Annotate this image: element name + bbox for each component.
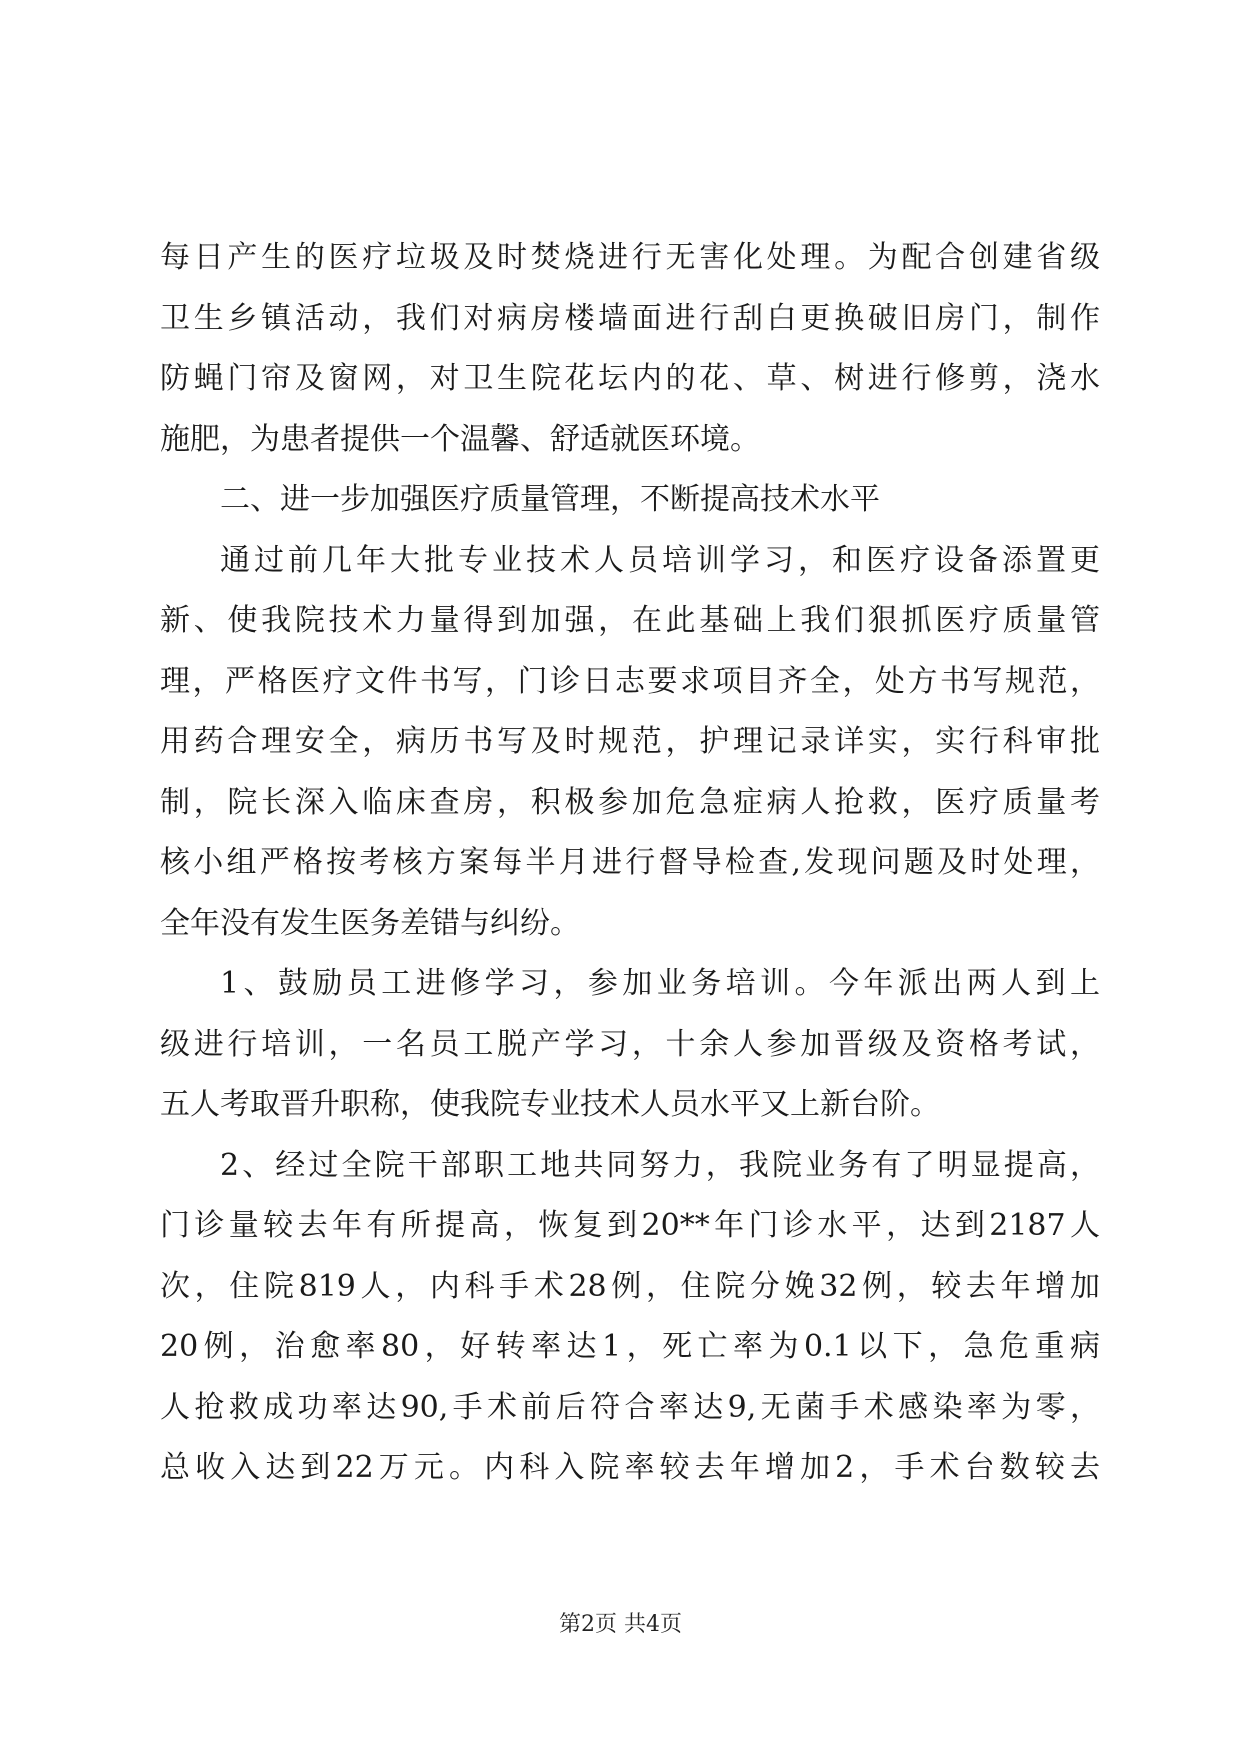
text-line: 理，严格医疗文件书写，门诊日志要求项目齐全，处方书写规范，: [160, 663, 1100, 699]
text-line: 2、经过全院干部职工地共同努力，我院业务有了明显提高，: [220, 1147, 1100, 1183]
text-line: 用药合理安全，病历书写及时规范，护理记录详实，实行科审批: [160, 724, 1100, 759]
text-line: 1、鼓励员工进修学习，参加业务培训。今年派出两人到上: [220, 966, 1100, 1001]
text-line: 五人考取晋升职称，使我院专业技术人员水平又上新台阶。: [160, 1087, 940, 1122]
text-line: 核小组严格按考核方案每半月进行督导检查,发现问题及时处理，: [160, 845, 1100, 880]
text-line: 次，住院819人，内科手术28例，住院分娩32例，较去年增加: [160, 1268, 1100, 1304]
text-line: 人抢救成功率达90,手术前后符合率达9,无菌手术感染率为零，: [160, 1389, 1100, 1425]
text-line: 卫生乡镇活动，我们对病房楼墙面进行刮白更换破旧房门，制作: [160, 300, 1100, 336]
page-footer: 第2页 共4页: [559, 1612, 682, 1637]
text-line: 20例，治愈率80，好转率达1，死亡率为0.1以下，急危重病: [160, 1329, 1100, 1364]
text-line: 总收入达到22万元。内科入院率较去年增加2，手术台数较去: [160, 1450, 1100, 1485]
text-line: 制，院长深入临床查房，积极参加危急症病人抢救，医疗质量考: [160, 784, 1100, 820]
text-line: 全年没有发生医务差错与纠纷。: [160, 905, 580, 941]
text-line: 级进行培训，一名员工脱产学习，十余人参加晋级及资格考试，: [160, 1026, 1100, 1062]
text-line: 门诊量较去年有所提高，恢复到20**年门诊水平，达到2187人: [160, 1208, 1100, 1243]
document-body: [160, 228, 1100, 1499]
text-line: 每日产生的医疗垃圾及时焚烧进行无害化处理。为配合创建省级: [160, 240, 1100, 275]
text-line: 防蝇门帘及窗网，对卫生院花坛内的花、草、树进行修剪，浇水: [160, 361, 1100, 396]
text-line: 新、使我院技术力量得到加强，在此基础上我们狠抓医疗质量管: [160, 603, 1100, 638]
text-line: 施肥，为患者提供一个温馨、舒适就医环境。: [160, 421, 760, 457]
text-line: 通过前几年大批专业技术人员培训学习，和医疗设备添置更: [220, 542, 1100, 578]
text-line: 二、进一步加强医疗质量管理，不断提高技术水平: [220, 482, 880, 517]
